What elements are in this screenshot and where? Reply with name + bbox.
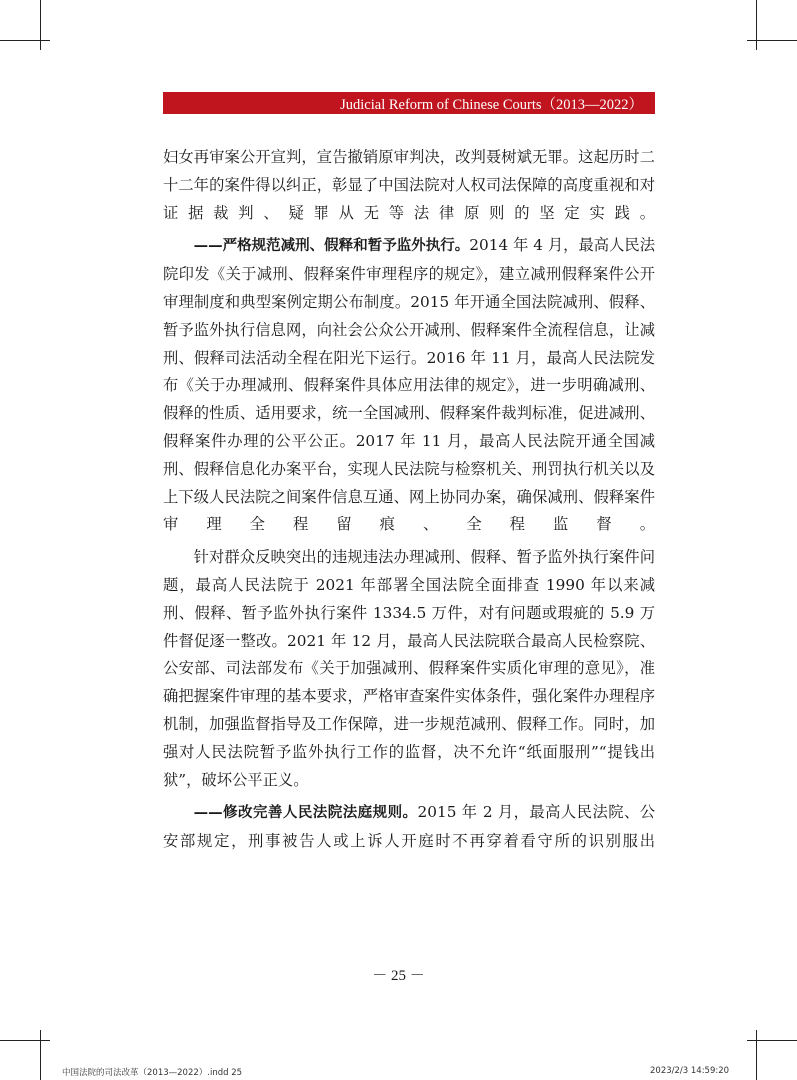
paragraph-lead: ——严格规范减刑、假释和暂予监外执行。 xyxy=(193,238,470,255)
crop-mark xyxy=(756,0,757,50)
crop-mark xyxy=(0,1040,50,1041)
running-header-title: Judicial Reform of Chinese Courts（2013—2022） xyxy=(340,96,643,113)
paragraph xyxy=(163,799,655,856)
paragraph-text: 妇女再审案公开宣判，宣告撤销原审判决，改判聂树斌无罪。这起历时二十二年的案件得以纠正，彰显了中国法院对人权司法保障的高度重视和对证据裁判、疑罪从无等法律原则的坚定实践。 xyxy=(163,148,655,222)
slug-timestamp: 2023/2/3 14:59:20 xyxy=(650,1066,730,1076)
paragraph-lead: ——修改完善人民法院法庭规则。 xyxy=(193,805,418,822)
slug-filename: 中国法院的司法改革（2013—2022）.indd 25 xyxy=(62,1068,243,1078)
paragraph xyxy=(163,544,655,794)
paragraph-text: 2015 年 2 月，最高人民法院、公安部规定，刑事被告人或上诉人开庭时不再穿着看守所的识别服出 xyxy=(163,803,656,851)
crop-mark xyxy=(756,1030,757,1080)
body-text xyxy=(163,144,655,861)
paragraph-text: 针对群众反映突出的违规违法办理减刑、假释、暂予监外执行案件问题，最高人民法院于 2021 年部署全国法院全面排查 1990 年以来减刑、假释、暂予监外执行案件 1334.5 万件，对有问题或瑕疵的 5.9 万件督促逐一整改。2021 年 12 月，最高人民法院联合最高人民检察院、公安部、司法部发布《关于加强减刑、假释案件实质化审理的意见》，准确把握案件审理的基本要求，严格审查案件实体条件，强化案件办理程序机制，加强监督指导及工作保障，进一步规范减刑、假释工作。同时，加强对人民法院暂予监外执行工作的监督，决不允许“纸面服刑”“提钱出狱”，破坏公平正义。 xyxy=(163,548,655,789)
page-number: － 25 － xyxy=(372,968,425,984)
crop-mark xyxy=(0,40,50,41)
crop-mark xyxy=(747,40,797,41)
paragraph xyxy=(163,232,655,539)
running-header xyxy=(163,92,655,114)
paragraph xyxy=(163,144,655,227)
crop-mark xyxy=(40,1030,41,1080)
paragraph-text: 2014 年 4 月，最高人民法院印发《关于减刑、假释案件审理程序的规定》，建立减刑假释案件公开审理制度和典型案例定期公布制度。2015 年开通全国法院减刑、假释、暂予监外执行信息网，向社会公众公开减刑、假释案件全流程信息，让减刑、假释司法活动全程在阳光下运行。2016 年 11 月，最高人民法院发布《关于办理减刑、假释案件具体应用法律的规定》，进一步明确减刑、假释的性质、适用要求，统一全国减刑、假释案件裁判标准，促进减刑、假释案件办理的公平公正。2017 年 11 月，最高人民法院开通全国减刑、假释信息化办案平台，实现人民法院与检察机关、刑罚执行机关以及上下级人民法院之间案件信息互通、网上协同办案，确保减刑、假释案件审理全程留痕、全程监督。 xyxy=(163,236,656,534)
crop-mark xyxy=(40,0,41,50)
crop-mark xyxy=(747,1040,797,1041)
